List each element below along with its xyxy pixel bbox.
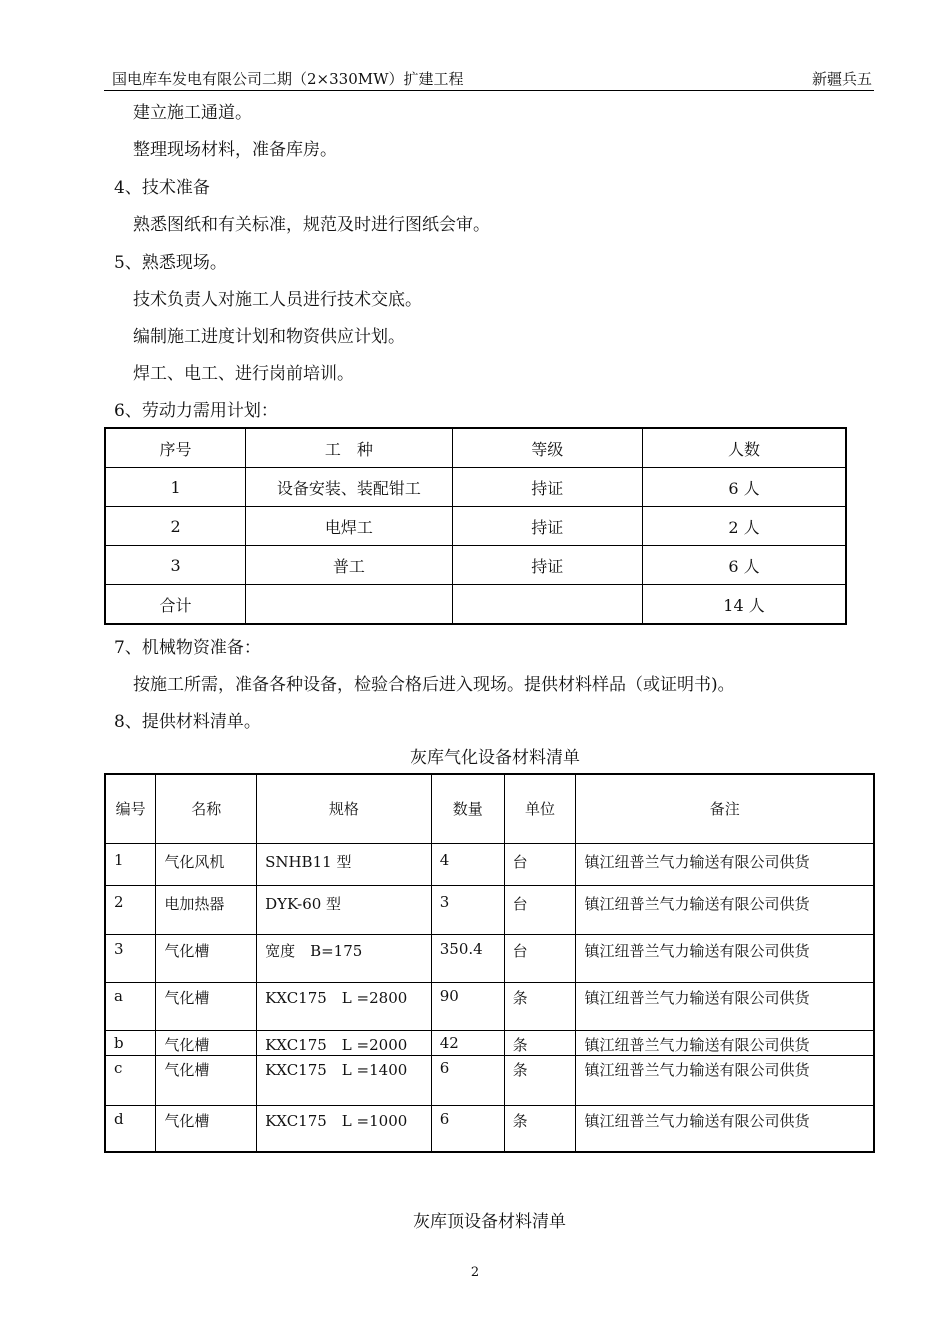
table-cell: 电焊工	[246, 507, 452, 546]
table-cell: 台	[504, 934, 576, 982]
table-header-row	[105, 774, 874, 843]
table-cell: KXC175 L =1000	[257, 1105, 432, 1152]
header-cell: 备注	[576, 774, 874, 843]
table-cell: 1	[105, 843, 156, 885]
table-cell: 宽度 B=175	[257, 934, 432, 982]
header-cell: 编号	[105, 774, 156, 843]
table-cell: 条	[504, 1055, 576, 1105]
table-row	[105, 468, 846, 507]
table-cell: a	[105, 982, 156, 1030]
table-cell: 条	[504, 982, 576, 1030]
table-cell: 镇江纽普兰气力输送有限公司供货	[576, 885, 874, 934]
table-cell: KXC175 L =2800	[257, 982, 432, 1030]
table-cell: 2	[105, 507, 246, 546]
header-cell: 序号	[105, 428, 246, 468]
table-cell: 2 人	[643, 507, 846, 546]
table-cell: 持证	[452, 507, 642, 546]
table-cell: d	[105, 1105, 156, 1152]
header-cell: 等级	[452, 428, 642, 468]
header-project-title: 国电库车发电有限公司二期（2×330MW）扩建工程	[112, 70, 464, 88]
table-cell: 6	[431, 1105, 504, 1152]
text-line: 建立施工通道。	[133, 103, 252, 123]
table-cell: 6 人	[643, 546, 846, 585]
table-caption: 灰库顶设备材料清单	[413, 1212, 566, 1232]
table-cell: 气化槽	[156, 1105, 257, 1152]
table-cell: c	[105, 1055, 156, 1105]
text-line: 整理现场材料，准备库房。	[133, 140, 337, 160]
table-cell: 气化槽	[156, 982, 257, 1030]
table-row	[105, 982, 874, 1030]
text-line: 按施工所需，准备各种设备，检验合格后进入现场。提供材料样品（或证明书)。	[133, 675, 735, 695]
table-cell: 镇江纽普兰气力输送有限公司供货	[576, 1030, 874, 1055]
table-cell: 气化槽	[156, 1055, 257, 1105]
table-cell: 持证	[452, 468, 642, 507]
table-cell: 3	[105, 934, 156, 982]
header-cell: 工 种	[246, 428, 452, 468]
section-heading: 4、技术准备	[114, 178, 210, 198]
table-row	[105, 1055, 874, 1105]
section-heading: 7、机械物资准备：	[114, 638, 261, 658]
page-header	[104, 66, 874, 91]
table-cell: 台	[504, 885, 576, 934]
table-cell: 2	[105, 885, 156, 934]
table-caption: 灰库气化设备材料清单	[410, 748, 580, 768]
text-line: 熟悉图纸和有关标准，规范及时进行图纸会审。	[133, 215, 490, 235]
table-cell: b	[105, 1030, 156, 1055]
table-cell: 4	[431, 843, 504, 885]
header-cell: 单位	[504, 774, 576, 843]
text-line: 焊工、电工、进行岗前培训。	[133, 364, 354, 384]
table-cell: 3	[431, 885, 504, 934]
table-cell: 1	[105, 468, 246, 507]
table-row	[105, 934, 874, 982]
table-cell: 6	[431, 1055, 504, 1105]
table-cell: SNHB11 型	[257, 843, 432, 885]
table-cell: 镇江纽普兰气力输送有限公司供货	[576, 1055, 874, 1105]
table-cell: 普工	[246, 546, 452, 585]
table-cell: 3	[105, 546, 246, 585]
table-cell: 台	[504, 843, 576, 885]
section-heading: 5、熟悉现场。	[114, 253, 227, 273]
header-cell: 规格	[257, 774, 432, 843]
table-total-row	[105, 585, 846, 625]
table-cell: 镇江纽普兰气力输送有限公司供货	[576, 934, 874, 982]
table-cell: 6 人	[643, 468, 846, 507]
table-row	[105, 1030, 874, 1055]
labor-plan-table	[104, 427, 847, 625]
table-cell: 镇江纽普兰气力输送有限公司供货	[576, 982, 874, 1030]
text-line: 技术负责人对施工人员进行技术交底。	[133, 290, 422, 310]
text-line: 编制施工进度计划和物资供应计划。	[133, 327, 405, 347]
table-cell: 持证	[452, 546, 642, 585]
table-row	[105, 843, 874, 885]
section-heading: 8、提供材料清单。	[114, 712, 261, 732]
table-cell: 镇江纽普兰气力输送有限公司供货	[576, 843, 874, 885]
table-cell: 350.4	[431, 934, 504, 982]
table-cell: 90	[431, 982, 504, 1030]
table-cell	[246, 585, 452, 625]
table-cell: 条	[504, 1030, 576, 1055]
table-cell: 设备安装、装配钳工	[246, 468, 452, 507]
table-row	[105, 507, 846, 546]
table-cell: 气化槽	[156, 934, 257, 982]
section-heading: 6、劳动力需用计划：	[114, 401, 278, 421]
table-row	[105, 1105, 874, 1152]
table-cell: DYK-60 型	[257, 885, 432, 934]
table-cell: 合计	[105, 585, 246, 625]
table-cell: 42	[431, 1030, 504, 1055]
table-cell: 电加热器	[156, 885, 257, 934]
table-cell: 气化槽	[156, 1030, 257, 1055]
header-company: 新疆兵五	[811, 70, 872, 88]
table-cell	[452, 585, 642, 625]
material-list-table	[104, 773, 875, 1153]
table-cell: 气化风机	[156, 843, 257, 885]
table-cell: 镇江纽普兰气力输送有限公司供货	[576, 1105, 874, 1152]
table-row	[105, 546, 846, 585]
table-header-row	[105, 428, 846, 468]
header-cell: 人数	[643, 428, 846, 468]
table-cell: 14 人	[643, 585, 846, 625]
page-number: 2	[470, 1265, 480, 1280]
table-cell: 条	[504, 1105, 576, 1152]
table-cell: KXC175 L =1400	[257, 1055, 432, 1105]
header-cell: 名称	[156, 774, 257, 843]
table-row	[105, 885, 874, 934]
header-cell: 数量	[431, 774, 504, 843]
table-cell: KXC175 L =2000	[257, 1030, 432, 1055]
